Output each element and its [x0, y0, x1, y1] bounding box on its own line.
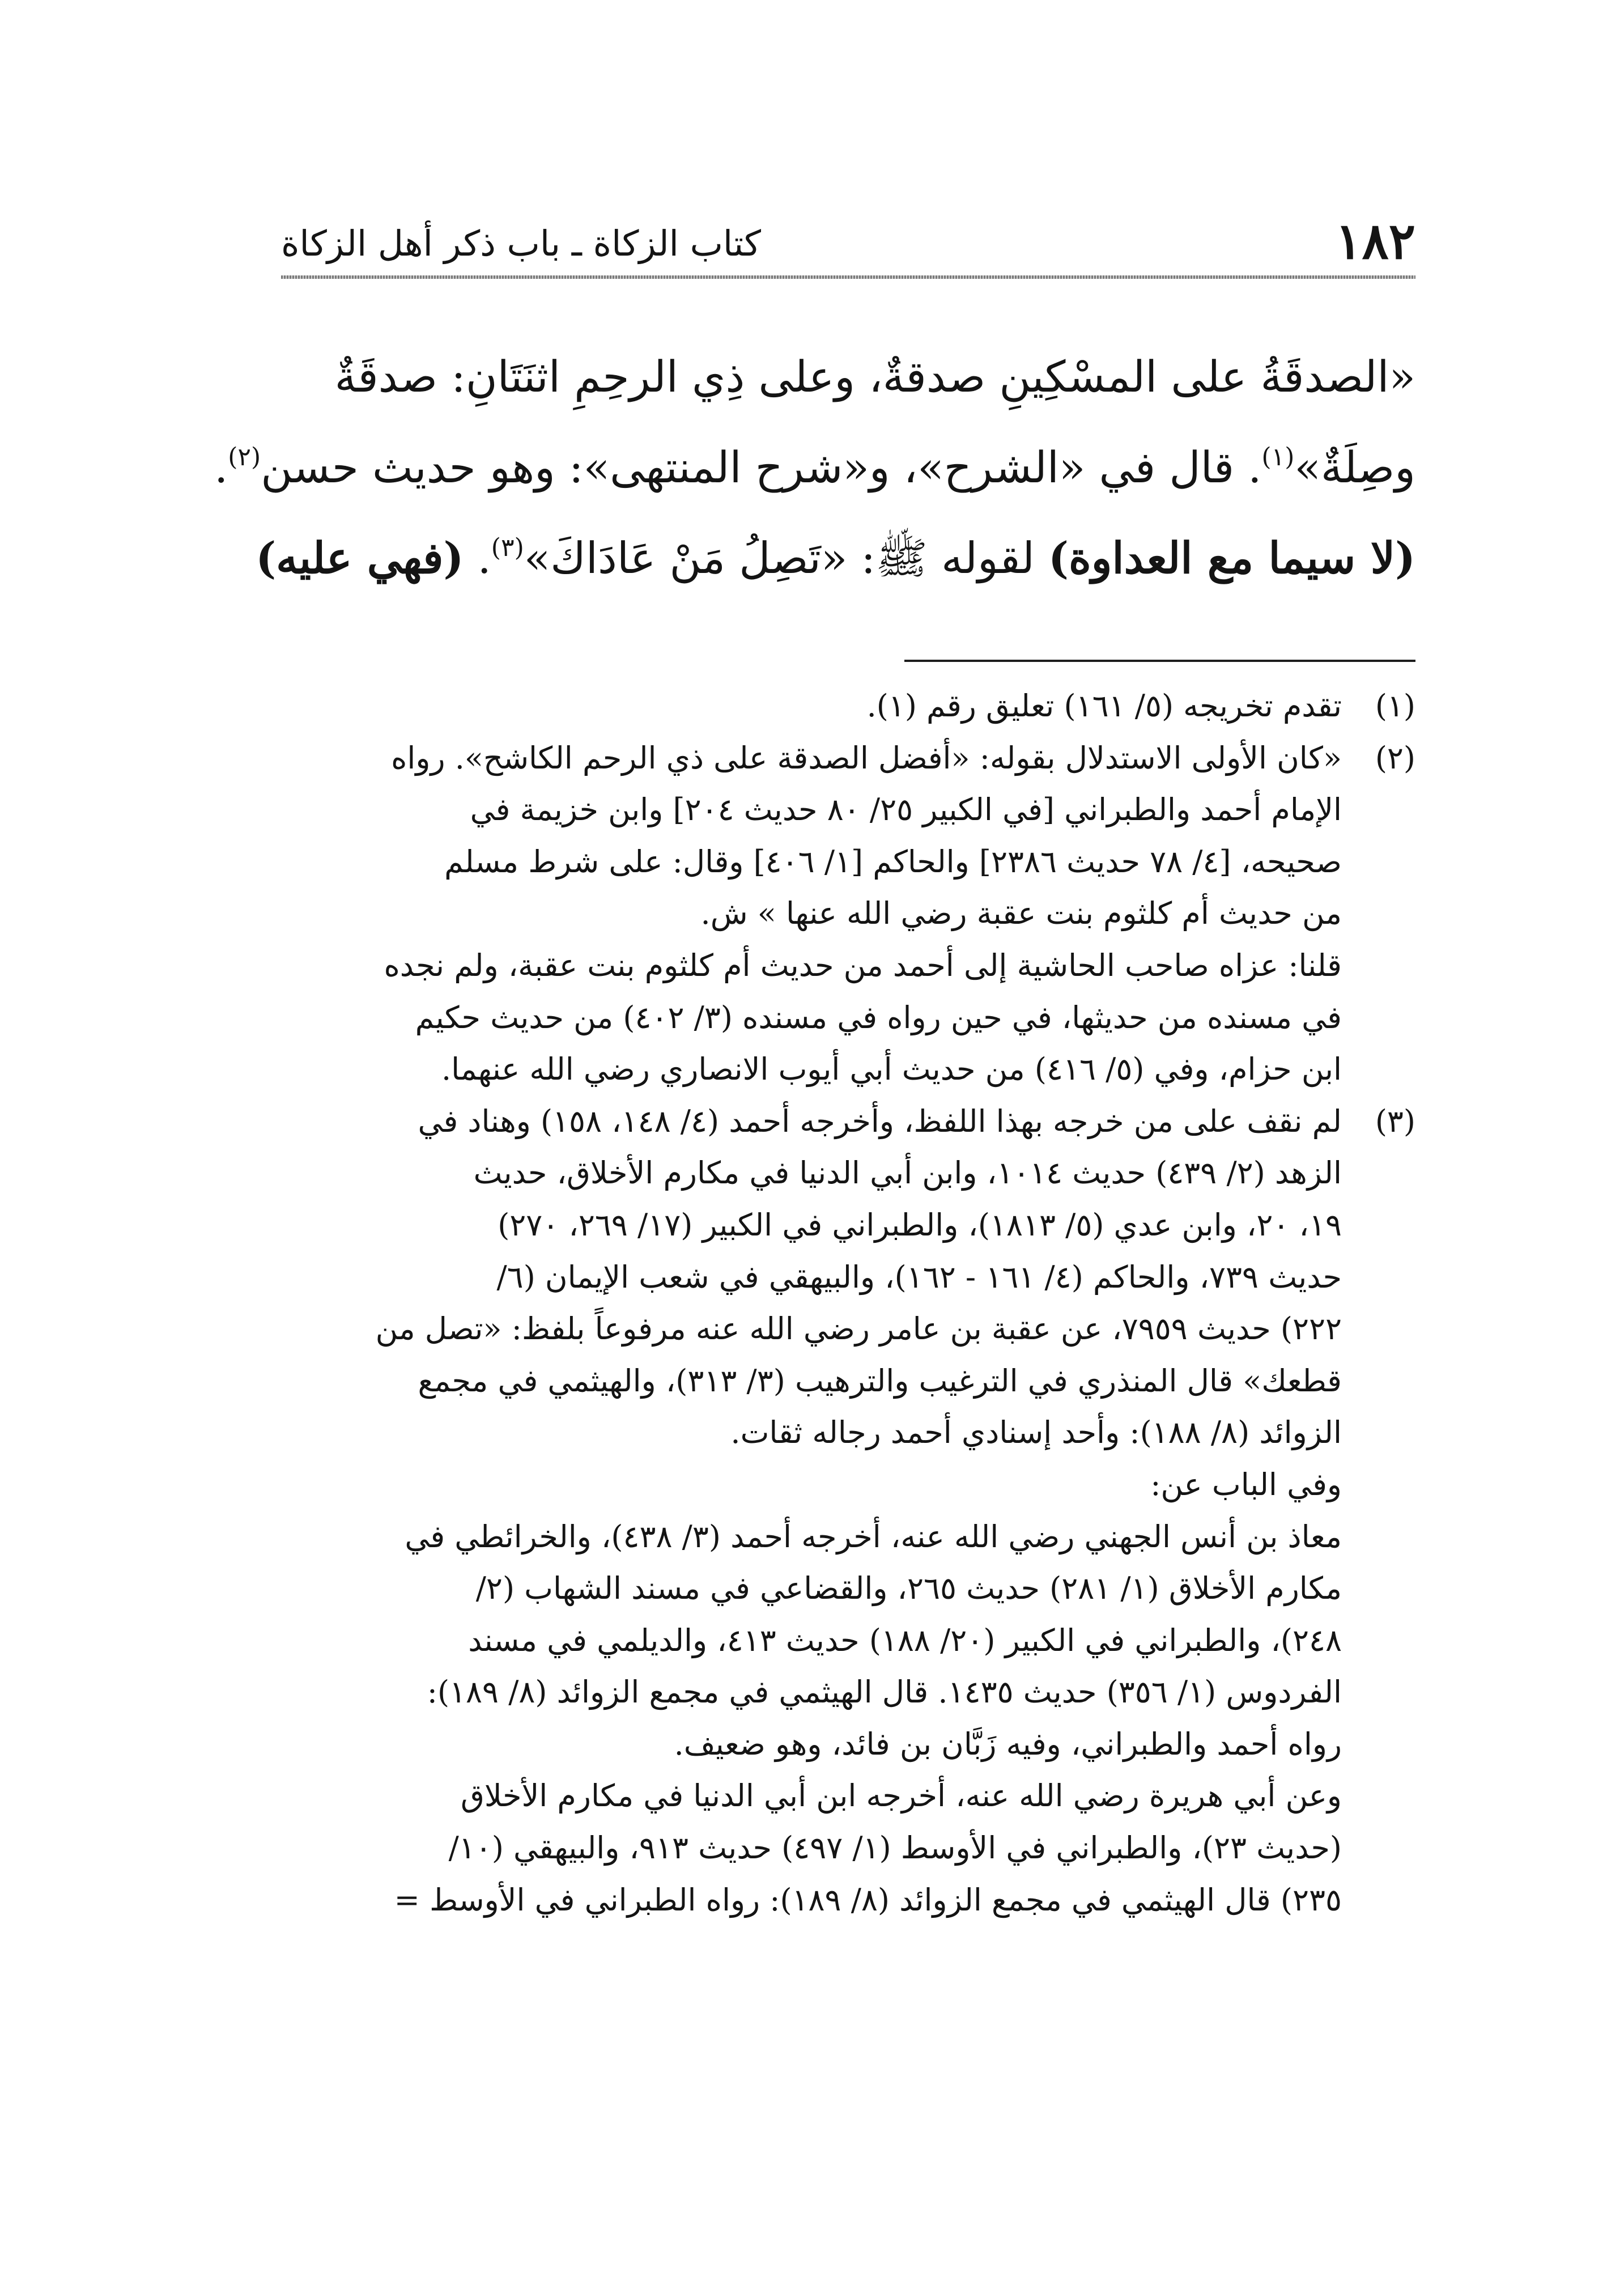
- footnote-3: [281, 1095, 1415, 1926]
- footnote-3-line: ١٩، ٢٠، وابن عدي (٥/ ١٨١٣)، والطبراني في الكبير (١٧/ ٢٦٩، ٢٧٠): [498, 1207, 1342, 1243]
- footnote-3-line: قطعك» قال المنذري في الترغيب والترهيب (٣/ ٣١٣)، والهيثمي في مجمع: [418, 1362, 1342, 1399]
- page-number: ١٨٢: [1335, 211, 1415, 270]
- footnote-3-line: الزوائد (٨/ ١٨٨): وأحد إسنادي أحمد رجاله ثقات.: [730, 1415, 1342, 1451]
- footnote-3-line: لم نقف على من خرجه بهذا اللفظ، وأخرجه أحمد (٤/ ١٤٨، ١٥٨) وهناد في: [418, 1103, 1342, 1139]
- footnote-2-line: قلنا: عزاه صاحب الحاشية إلى أحمد من حديث أم كلثوم بنت عقبة، ولم نجده: [384, 947, 1342, 983]
- main-text: [214, 332, 1415, 604]
- footnote-2-number: (٢): [1375, 740, 1415, 776]
- main-line-2: [214, 422, 1415, 513]
- footnote-1-line: تقدم تخريجه (٥/ ١٦١) تعليق رقم (١).: [866, 688, 1342, 724]
- main-line-2-part-c: .: [214, 442, 228, 492]
- footnote-2-line: في مسنده من حديثها، في حين رواه في مسنده (٣/ ٤٠٢) من حديث حكيم: [415, 999, 1342, 1035]
- footnote-1: [281, 680, 1415, 732]
- footnote-1-number: (١): [1375, 688, 1415, 724]
- footnote-2: [281, 732, 1415, 1095]
- footnote-3-line: مكارم الأخلاق (١/ ٢٨١) حديث ٢٦٥، والقضاعي في مسند الشهاب (٢/: [475, 1570, 1342, 1607]
- footnote-3-line: معاذ بن أنس الجهني رضي الله عنه، أخرجه أحمد (٣/ ٤٣٨)، والخرائطي في: [405, 1518, 1342, 1555]
- footnote-3-line: رواه أحمد والطبراني، وفيه زَبَّان بن فائد، وهو ضعيف.: [674, 1726, 1342, 1762]
- footnote-2-line: «كان الأولى الاستدلال بقوله: «أفضل الصدقة على ذي الرحم الكاشح». رواه: [391, 740, 1342, 776]
- footnote-2-line: صحيحه، [٤/ ٧٨ حديث ٢٣٨٦] والحاكم [١/ ٤٠٦] وقال: على شرط مسلم: [444, 843, 1342, 880]
- footnote-ref-3: (٣): [491, 533, 524, 562]
- footnote-ref-1: (١): [1261, 443, 1295, 472]
- footnote-3-line: ٢٤٨)، والطبراني في الكبير (٢٠/ ١٨٨) حديث ٤١٣، والديلمي في مسند: [468, 1622, 1342, 1658]
- footnote-2-line: من حديث أم كلثوم بنت عقبة رضي الله عنها » ش.: [700, 895, 1342, 932]
- footnote-3-line: الفردوس (١/ ٣٥٦) حديث ١٤٣٥. قال الهيثمي في مجمع الزوائد (٨/ ١٨٩):: [427, 1674, 1342, 1710]
- main-line-1: «الصدقَةُ على المسْكِينِ صدقةٌ، وعلى ذِي الرحِمِ اثنَتَانِ: صدقَةٌ: [334, 351, 1415, 402]
- footnote-separator: [904, 660, 1415, 662]
- page-header: [281, 210, 1415, 277]
- main-line-3: [256, 513, 1415, 604]
- main-line-3-part-a: لقوله ﷺ: «تَصِلُ مَنْ عَادَاكَ»: [524, 533, 1049, 583]
- main-line-3-bold-end: (فهي عليه): [256, 533, 464, 583]
- footnote-3-line: (حديث ٢٣)، والطبراني في الأوسط (١/ ٤٩٧) حديث ٩١٣، والبيهقي (١٠/: [448, 1830, 1342, 1866]
- main-line-3-bold-start: (لا سيما مع العداوة): [1048, 533, 1415, 583]
- footnote-2-line: ابن حزام، وفي (٥/ ٤١٦) من حديث أبي أيوب الانصاري رضي الله عنهما.: [441, 1051, 1342, 1088]
- footnote-3-line: وفي الباب عن:: [1150, 1466, 1342, 1502]
- running-title: كتاب الزكاة ـ باب ذكر أهل الزكاة: [281, 223, 762, 264]
- footnote-3-line: وعن أبي هريرة رضي الله عنه، أخرجه ابن أبي الدنيا في مكارم الأخلاق: [460, 1778, 1342, 1814]
- main-line-3-part-b: .: [464, 533, 491, 583]
- footnote-3-number: (٣): [1375, 1103, 1415, 1139]
- header-rule: [281, 275, 1415, 279]
- footnote-3-line: ٢٢٢) حديث ٧٩٥٩، عن عقبة بن عامر رضي الله عنه مرفوعاً بلفظ: «تصل من: [375, 1311, 1342, 1347]
- footnote-2-line: الإمام أحمد والطبراني [في الكبير ٢٥/ ٨٠ حديث ٢٠٤] وابن خزيمة في: [470, 792, 1342, 828]
- footnote-3-line: حديث ٧٣٩، والحاكم (٤/ ١٦١ - ١٦٢)، والبيهقي في شعب الإيمان (٦/: [496, 1259, 1342, 1295]
- main-line-2-part-b: . قال في «الشرح»، و«شرح المنتهى»: وهو حديث حسن: [261, 442, 1262, 492]
- footnote-3-line: ٢٣٥) قال الهيثمي في مجمع الزوائد (٨/ ١٨٩): رواه الطبراني في الأوسط =: [394, 1882, 1342, 1918]
- footnote-3-line: الزهد (٢/ ٤٣٩) حديث ١٠١٤، وابن أبي الدنيا في مكارم الأخلاق، حديث: [473, 1155, 1342, 1191]
- footnotes: [281, 680, 1415, 1926]
- footnote-ref-2: (٢): [228, 443, 261, 472]
- main-line-2-part-a: وصِلَةٌ»: [1294, 442, 1415, 492]
